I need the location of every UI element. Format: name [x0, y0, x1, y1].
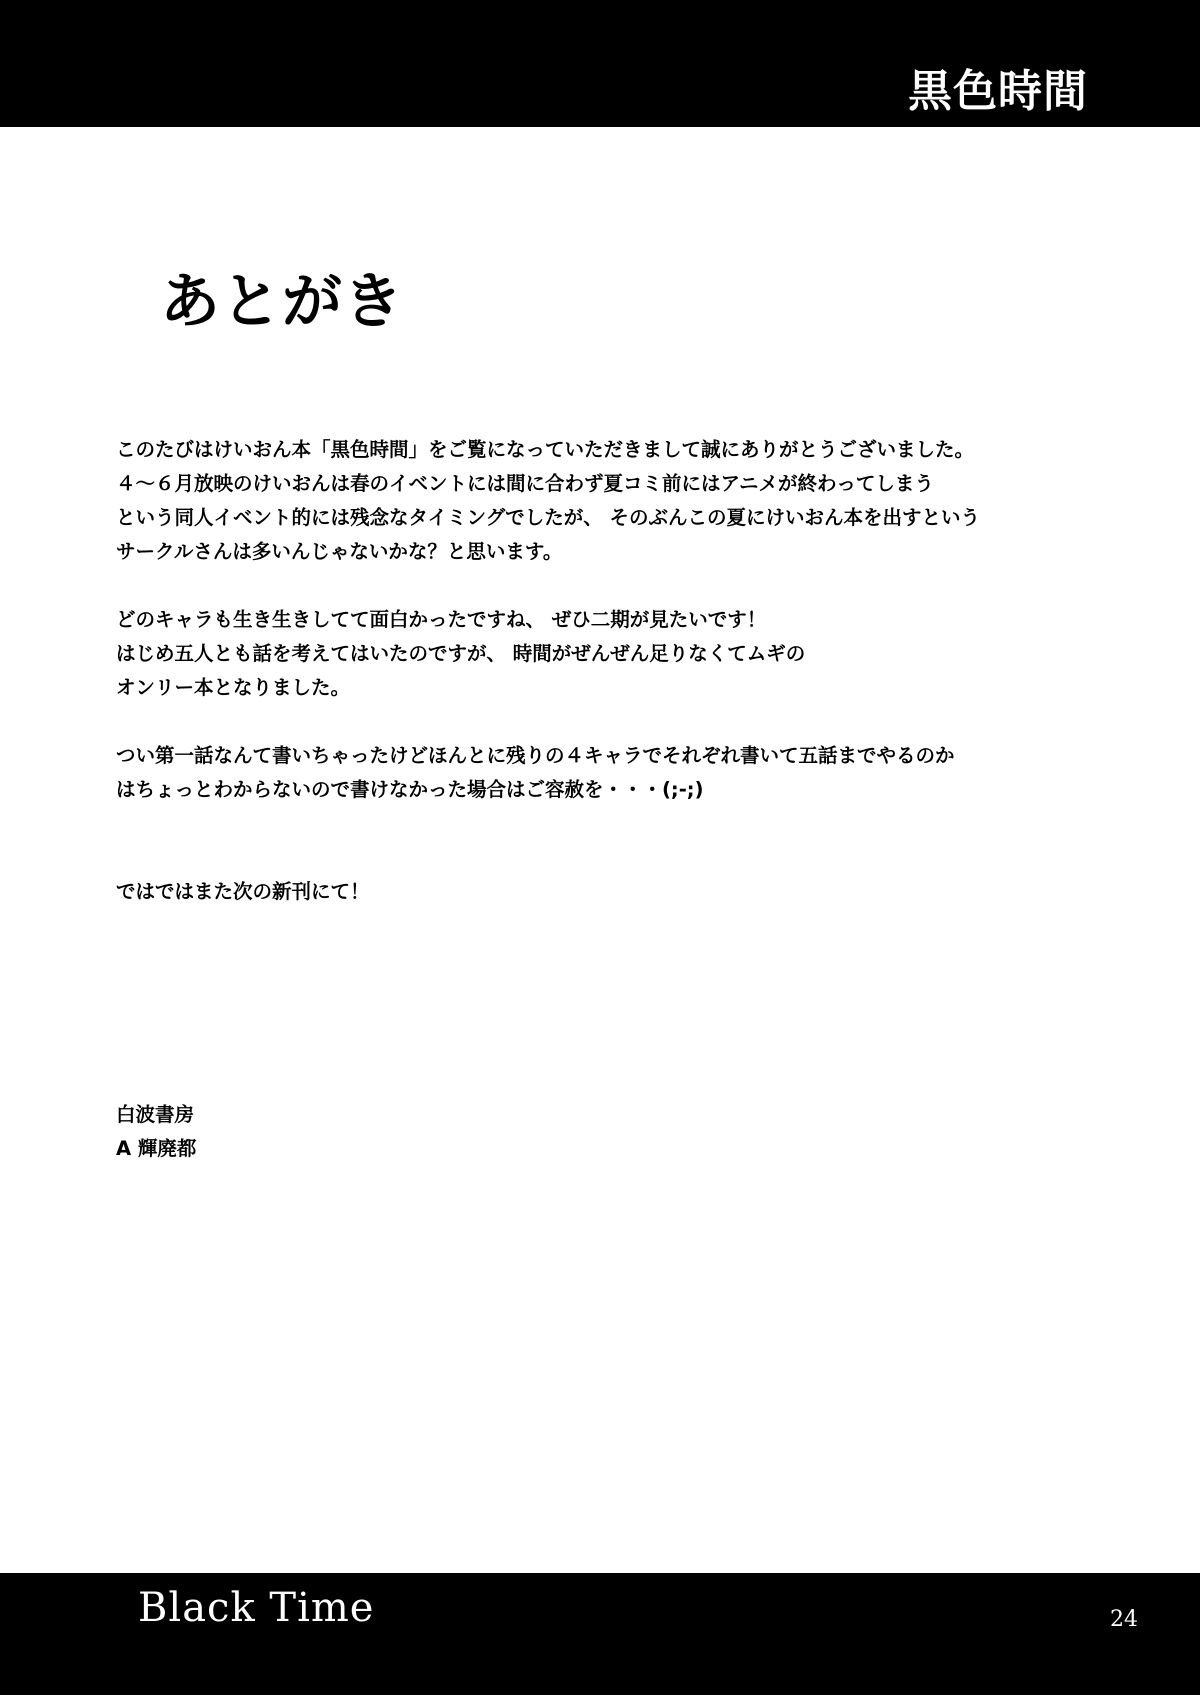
body-line: このたびはけいおん本「黒色時間」をご覧になっていただきまして誠にありがとうございました。: [116, 438, 975, 461]
paragraph-3: [116, 739, 1116, 807]
body-line: はちょっとわからないので書けなかった場合はご容赦を・・・(;-;): [116, 778, 704, 801]
afterword-body: [116, 433, 1116, 909]
body-line: という同人イベント的には残念なタイミングでしたが、 そのぶんこの夏にけいおん本を出すという: [116, 506, 981, 529]
body-line: サークルさんは多いんじゃないかな？と思います。: [116, 540, 563, 563]
body-line: オンリー本となりました。: [116, 676, 351, 699]
paragraph-2: [116, 603, 1116, 705]
body-line: つい第一話なんて書いちゃったけどほんとに残りの４キャラでそれぞれ書いて五話までやるのか: [116, 744, 955, 767]
page-number: 24: [1110, 1607, 1138, 1632]
body-line: はじめ五人とも話を考えてはいたのですが、 時間がぜんぜん足りなくてムギの: [116, 642, 806, 665]
afterword-heading: あとがき: [160, 267, 404, 337]
header-title: 黒色時間: [908, 66, 1088, 117]
paragraph-1: [116, 433, 1116, 569]
author-name: A 輝廃都: [116, 1137, 197, 1160]
paragraph-4: [116, 875, 1116, 909]
footer-title: Black Time: [138, 1585, 375, 1631]
circle-name: 白波書房: [116, 1103, 195, 1126]
signature: [116, 1098, 196, 1166]
body-line: どのキャラも生き生きしてて面白かったですね、 ぜひ二期が見たいです！: [116, 608, 767, 631]
body-line: ４～６月放映のけいおんは春のイベントには間に合わず夏コミ前にはアニメが終わってしまう: [116, 472, 934, 495]
body-line: ではではまた次の新刊にて！: [116, 880, 370, 903]
paragraph-gap: [116, 705, 1116, 739]
paragraph-gap: [116, 807, 1116, 875]
paragraph-gap: [116, 569, 1116, 603]
